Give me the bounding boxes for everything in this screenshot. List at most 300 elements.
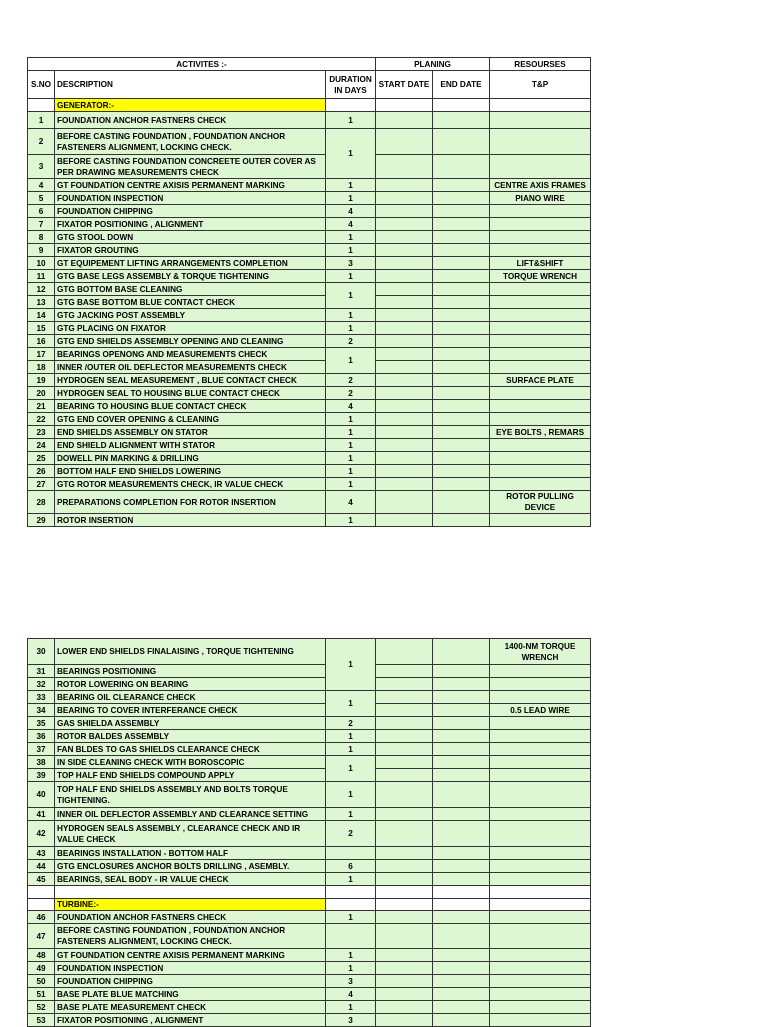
table-row — [28, 400, 591, 413]
row-description: END SHIELD ALIGNMENT WITH STATOR — [55, 439, 326, 452]
row-sno: 47 — [28, 924, 55, 949]
row-end-date — [433, 465, 490, 478]
row-description: TOP HALF END SHIELDS COMPOUND APPLY — [55, 769, 326, 782]
row-description: GTG ENCLOSURES ANCHOR BOLTS DRILLING , ASEMBLY. — [55, 860, 326, 873]
table-row — [28, 426, 591, 439]
row-start-date — [376, 129, 433, 155]
row-description: GTG BASE LEGS ASSEMBLY & TORQUE TIGHTENING — [55, 270, 326, 283]
row-sno: 45 — [28, 873, 55, 886]
row-duration: 1 — [326, 283, 376, 309]
row-duration: 4 — [326, 988, 376, 1001]
row-description: BEFORE CASTING FOUNDATION , FOUNDATION ANCHOR FASTENERS ALIGNMENT, LOCKING CHECK. — [55, 129, 326, 155]
header-resourses: RESOURSES — [490, 58, 591, 71]
row-description: IN SIDE CLEANING CHECK WITH BOROSCOPIC — [55, 756, 326, 769]
header-duration: DURATION IN DAYS — [326, 71, 376, 99]
row-sno: 10 — [28, 257, 55, 270]
row-start-date — [376, 426, 433, 439]
row-duration: 1 — [326, 743, 376, 756]
row-description: BASE PLATE MEASUREMENT CHECK — [55, 1001, 326, 1014]
row-sno: 4 — [28, 179, 55, 192]
table-row — [28, 309, 591, 322]
row-duration: 3 — [326, 975, 376, 988]
row-sno: 14 — [28, 309, 55, 322]
activity-table-1 — [27, 57, 591, 527]
row-sno: 53 — [28, 1014, 55, 1027]
row-start-date — [376, 756, 433, 769]
table-row — [28, 730, 591, 743]
row-sno: 8 — [28, 231, 55, 244]
row-duration: 2 — [326, 387, 376, 400]
row-tp — [490, 129, 591, 155]
row-start-date — [376, 348, 433, 361]
row-start-date — [376, 782, 433, 808]
row-start-date — [376, 873, 433, 886]
row-description: INNER /OUTER OIL DEFLECTOR MEASUREMENTS CHECK — [55, 361, 326, 374]
row-duration: 1 — [326, 639, 376, 691]
row-sno: 30 — [28, 639, 55, 665]
row-start-date — [376, 665, 433, 678]
row-start-date — [376, 179, 433, 192]
row-description: FOUNDATION ANCHOR FASTNERS CHECK — [55, 911, 326, 924]
row-duration: 1 — [326, 192, 376, 205]
row-sno: 12 — [28, 283, 55, 296]
row-sno: 49 — [28, 962, 55, 975]
header-activities: ACTIVITES :- — [28, 58, 376, 71]
table-row — [28, 769, 591, 782]
row-tp — [490, 231, 591, 244]
row-start-date — [376, 413, 433, 426]
table-row — [28, 1001, 591, 1014]
row-duration: 1 — [326, 348, 376, 374]
row-end-date — [433, 155, 490, 179]
section-turbine-label: TURBINE:- — [55, 899, 326, 911]
row-duration: 1 — [326, 309, 376, 322]
row-description: GTG STOOL DOWN — [55, 231, 326, 244]
row-sno: 25 — [28, 452, 55, 465]
row-sno: 46 — [28, 911, 55, 924]
row-description: FOUNDATION CHIPPING — [55, 975, 326, 988]
row-tp: 1400-NM TORQUE WRENCH — [490, 639, 591, 665]
row-sno: 52 — [28, 1001, 55, 1014]
row-tp — [490, 283, 591, 296]
section-generator-label: GENERATOR:- — [55, 99, 326, 112]
row-tp — [490, 1014, 591, 1027]
row-tp — [490, 413, 591, 426]
row-tp — [490, 514, 591, 527]
row-start-date — [376, 1014, 433, 1027]
row-tp — [490, 112, 591, 129]
row-start-date — [376, 155, 433, 179]
row-duration: 1 — [326, 129, 376, 179]
row-start-date — [376, 361, 433, 374]
table-row — [28, 452, 591, 465]
row-tp: EYE BOLTS , REMARS — [490, 426, 591, 439]
table-row — [28, 717, 591, 730]
row-tp — [490, 218, 591, 231]
row-end-date — [433, 924, 490, 949]
row-start-date — [376, 514, 433, 527]
row-sno: 34 — [28, 704, 55, 717]
row-description: BOTTOM HALF END SHIELDS LOWERING — [55, 465, 326, 478]
table-row — [28, 205, 591, 218]
row-tp — [490, 756, 591, 769]
row-start-date — [376, 452, 433, 465]
row-tp — [490, 962, 591, 975]
row-description: GT FOUNDATION CENTRE AXISIS PERMANENT MARKING — [55, 949, 326, 962]
row-tp — [490, 465, 591, 478]
row-description: GT EQUIPEMENT LIFTING ARRANGEMENTS COMPLETION — [55, 257, 326, 270]
row-start-date — [376, 478, 433, 491]
row-description: FAN BLDES TO GAS SHIELDS CLEARANCE CHECK — [55, 743, 326, 756]
table-row — [28, 112, 591, 129]
row-end-date — [433, 949, 490, 962]
row-sno: 17 — [28, 348, 55, 361]
row-tp — [490, 988, 591, 1001]
row-sno: 36 — [28, 730, 55, 743]
row-sno: 16 — [28, 335, 55, 348]
row-description: GT FOUNDATION CENTRE AXISIS PERMANENT MARKING — [55, 179, 326, 192]
row-description: GTG JACKING POST ASSEMBLY — [55, 309, 326, 322]
row-tp — [490, 860, 591, 873]
row-duration: 3 — [326, 1014, 376, 1027]
row-start-date — [376, 717, 433, 730]
row-end-date — [433, 439, 490, 452]
row-start-date — [376, 924, 433, 949]
row-end-date — [433, 1001, 490, 1014]
row-end-date — [433, 426, 490, 439]
row-end-date — [433, 911, 490, 924]
row-description: FOUNDATION CHIPPING — [55, 205, 326, 218]
row-description: GTG END SHIELDS ASSEMBLY OPENING AND CLEANING — [55, 335, 326, 348]
row-start-date — [376, 374, 433, 387]
row-start-date — [376, 244, 433, 257]
row-duration: 1 — [326, 426, 376, 439]
row-sno: 40 — [28, 782, 55, 808]
header-sno: S.NO — [28, 71, 55, 99]
row-duration: 4 — [326, 205, 376, 218]
row-start-date — [376, 335, 433, 348]
row-sno: 6 — [28, 205, 55, 218]
table-row — [28, 514, 591, 527]
row-tp: CENTRE AXIS FRAMES — [490, 179, 591, 192]
row-description: ROTOR LOWERING ON BEARING — [55, 678, 326, 691]
row-start-date — [376, 678, 433, 691]
row-duration: 2 — [326, 821, 376, 847]
row-end-date — [433, 335, 490, 348]
row-sno: 41 — [28, 808, 55, 821]
row-duration: 2 — [326, 717, 376, 730]
row-duration: 1 — [326, 808, 376, 821]
row-description: END SHIELDS ASSEMBLY ON STATOR — [55, 426, 326, 439]
row-sno: 33 — [28, 691, 55, 704]
row-tp: ROTOR PULLING DEVICE — [490, 491, 591, 514]
row-sno: 9 — [28, 244, 55, 257]
row-end-date — [433, 847, 490, 860]
row-sno: 13 — [28, 296, 55, 309]
row-start-date — [376, 270, 433, 283]
table-row — [28, 296, 591, 309]
row-sno: 23 — [28, 426, 55, 439]
row-end-date — [433, 860, 490, 873]
table-row — [28, 665, 591, 678]
row-sno: 20 — [28, 387, 55, 400]
row-description: BEFORE CASTING FOUNDATION , FOUNDATION ANCHOR FASTENERS ALIGNMENT, LOCKING CHECK. — [55, 924, 326, 949]
table-row — [28, 691, 591, 704]
row-start-date — [376, 975, 433, 988]
row-sno: 11 — [28, 270, 55, 283]
table-row — [28, 860, 591, 873]
row-duration: 1 — [326, 730, 376, 743]
row-start-date — [376, 309, 433, 322]
row-end-date — [433, 322, 490, 335]
table-row — [28, 639, 591, 665]
row-description: BASE PLATE BLUE MATCHING — [55, 988, 326, 1001]
row-description: BEARING TO HOUSING BLUE CONTACT CHECK — [55, 400, 326, 413]
row-end-date — [433, 808, 490, 821]
row-tp — [490, 309, 591, 322]
row-duration: 1 — [326, 465, 376, 478]
row-description: DOWELL PIN MARKING & DRILLING — [55, 452, 326, 465]
row-duration: 4 — [326, 491, 376, 514]
row-description: PREPARATIONS COMPLETION FOR ROTOR INSERTION — [55, 491, 326, 514]
row-start-date — [376, 112, 433, 129]
row-description: GAS SHIELDA ASSEMBLY — [55, 717, 326, 730]
row-duration: 2 — [326, 374, 376, 387]
row-start-date — [376, 769, 433, 782]
table-row — [28, 491, 591, 514]
row-sno: 2 — [28, 129, 55, 155]
row-duration: 1 — [326, 322, 376, 335]
row-sno: 24 — [28, 439, 55, 452]
activity-table-2 — [27, 638, 591, 1027]
row-tp — [490, 361, 591, 374]
row-description: FOUNDATION INSPECTION — [55, 962, 326, 975]
row-duration: 1 — [326, 949, 376, 962]
row-description: GTG ROTOR MEASUREMENTS CHECK, IR VALUE CHECK — [55, 478, 326, 491]
header-tp: T&P — [490, 71, 591, 99]
row-duration: 1 — [326, 911, 376, 924]
table-row — [28, 129, 591, 155]
row-end-date — [433, 1014, 490, 1027]
row-tp — [490, 743, 591, 756]
row-end-date — [433, 374, 490, 387]
header-end-date: END DATE — [433, 71, 490, 99]
row-end-date — [433, 270, 490, 283]
row-duration: 1 — [326, 691, 376, 717]
row-tp — [490, 873, 591, 886]
row-duration: 6 — [326, 860, 376, 873]
table-row — [28, 244, 591, 257]
row-end-date — [433, 717, 490, 730]
row-description: FIXATOR POSITIONING , ALIGNMENT — [55, 1014, 326, 1027]
row-tp — [490, 205, 591, 218]
row-description: ROTOR INSERTION — [55, 514, 326, 527]
table-row — [28, 704, 591, 717]
row-description: ROTOR BALDES ASSEMBLY — [55, 730, 326, 743]
row-start-date — [376, 704, 433, 717]
row-tp — [490, 665, 591, 678]
row-start-date — [376, 322, 433, 335]
row-tp: TORQUE WRENCH — [490, 270, 591, 283]
row-description: BEARING OIL CLEARANCE CHECK — [55, 691, 326, 704]
table-row — [28, 374, 591, 387]
row-end-date — [433, 873, 490, 886]
row-description: FIXATOR GROUTING — [55, 244, 326, 257]
table-row — [28, 439, 591, 452]
row-tp — [490, 439, 591, 452]
row-duration: 1 — [326, 962, 376, 975]
row-end-date — [433, 244, 490, 257]
row-end-date — [433, 361, 490, 374]
table-row — [28, 231, 591, 244]
row-start-date — [376, 192, 433, 205]
row-start-date — [376, 691, 433, 704]
row-sno: 29 — [28, 514, 55, 527]
row-end-date — [433, 769, 490, 782]
row-duration: 1 — [326, 478, 376, 491]
table-row — [28, 756, 591, 769]
row-tp — [490, 717, 591, 730]
row-duration: 3 — [326, 257, 376, 270]
row-sno: 32 — [28, 678, 55, 691]
row-end-date — [433, 413, 490, 426]
row-duration: 2 — [326, 335, 376, 348]
row-duration: 4 — [326, 218, 376, 231]
row-description: BEFORE CASTING FOUNDATION CONCREETE OUTER COVER AS PER DRAWING MEASUREMENTS CHECK — [55, 155, 326, 179]
row-start-date — [376, 988, 433, 1001]
row-tp — [490, 1001, 591, 1014]
row-start-date — [376, 949, 433, 962]
row-description: GTG END COVER OPENING & CLEANING — [55, 413, 326, 426]
row-start-date — [376, 283, 433, 296]
row-tp: PIANO WIRE — [490, 192, 591, 205]
table-row — [28, 413, 591, 426]
row-tp — [490, 782, 591, 808]
row-sno: 35 — [28, 717, 55, 730]
row-end-date — [433, 309, 490, 322]
row-description: BEARINGS INSTALLATION - BOTTOM HALF — [55, 847, 326, 860]
row-start-date — [376, 218, 433, 231]
row-duration: 1 — [326, 413, 376, 426]
row-tp — [490, 478, 591, 491]
row-tp — [490, 387, 591, 400]
row-end-date — [433, 218, 490, 231]
table-row — [28, 873, 591, 886]
row-tp: 0.5 LEAD WIRE — [490, 704, 591, 717]
row-sno: 15 — [28, 322, 55, 335]
table-row — [28, 283, 591, 296]
table-row — [28, 387, 591, 400]
row-duration: 1 — [326, 514, 376, 527]
table-row — [28, 348, 591, 361]
row-end-date — [433, 283, 490, 296]
table-row — [28, 808, 591, 821]
table-row — [28, 155, 591, 179]
table-row — [28, 478, 591, 491]
row-description: GTG BOTTOM BASE CLEANING — [55, 283, 326, 296]
row-sno: 27 — [28, 478, 55, 491]
row-tp — [490, 155, 591, 179]
table-row — [28, 335, 591, 348]
row-end-date — [433, 231, 490, 244]
row-description: TOP HALF END SHIELDS ASSEMBLY AND BOLTS TORQUE TIGHTENING. — [55, 782, 326, 808]
row-description: FOUNDATION ANCHOR FASTNERS CHECK — [55, 112, 326, 129]
row-tp — [490, 691, 591, 704]
row-duration: 1 — [326, 756, 376, 782]
row-sno: 1 — [28, 112, 55, 129]
row-tp: LIFT&SHIFT — [490, 257, 591, 270]
row-sno: 5 — [28, 192, 55, 205]
row-tp — [490, 348, 591, 361]
row-end-date — [433, 704, 490, 717]
row-end-date — [433, 691, 490, 704]
row-duration: 1 — [326, 270, 376, 283]
row-sno: 51 — [28, 988, 55, 1001]
row-end-date — [433, 296, 490, 309]
row-end-date — [433, 452, 490, 465]
row-description: BEARING TO COVER INTERFERANCE CHECK — [55, 704, 326, 717]
row-end-date — [433, 387, 490, 400]
row-sno: 31 — [28, 665, 55, 678]
row-tp — [490, 400, 591, 413]
row-duration: 1 — [326, 112, 376, 129]
row-start-date — [376, 743, 433, 756]
table-row — [28, 179, 591, 192]
table-row — [28, 962, 591, 975]
row-tp — [490, 975, 591, 988]
table-row — [28, 924, 591, 949]
table-row — [28, 911, 591, 924]
row-tp — [490, 821, 591, 847]
row-sno: 39 — [28, 769, 55, 782]
row-sno: 26 — [28, 465, 55, 478]
row-duration: 1 — [326, 439, 376, 452]
row-start-date — [376, 860, 433, 873]
row-start-date — [376, 730, 433, 743]
row-start-date — [376, 821, 433, 847]
row-description: HYDROGEN SEALS ASSEMBLY , CLEARANCE CHECK AND IR VALUE CHECK — [55, 821, 326, 847]
row-sno: 42 — [28, 821, 55, 847]
row-end-date — [433, 400, 490, 413]
row-end-date — [433, 743, 490, 756]
row-tp — [490, 452, 591, 465]
row-end-date — [433, 257, 490, 270]
row-sno: 44 — [28, 860, 55, 873]
row-end-date — [433, 821, 490, 847]
table-row — [28, 988, 591, 1001]
row-duration: 4 — [326, 400, 376, 413]
header-description: DESCRIPTION — [55, 71, 326, 99]
row-end-date — [433, 179, 490, 192]
row-end-date — [433, 112, 490, 129]
table-row — [28, 322, 591, 335]
row-description: FIXATOR POSITIONING , ALIGNMENT — [55, 218, 326, 231]
row-start-date — [376, 257, 433, 270]
table-row — [28, 192, 591, 205]
row-start-date — [376, 400, 433, 413]
row-end-date — [433, 782, 490, 808]
row-sno: 3 — [28, 155, 55, 179]
row-tp — [490, 322, 591, 335]
row-tp — [490, 678, 591, 691]
table-row — [28, 270, 591, 283]
row-description: GTG BASE BOTTOM BLUE CONTACT CHECK — [55, 296, 326, 309]
header-planing: PLANING — [376, 58, 490, 71]
row-duration — [326, 924, 376, 949]
row-end-date — [433, 129, 490, 155]
row-tp — [490, 847, 591, 860]
row-sno: 7 — [28, 218, 55, 231]
